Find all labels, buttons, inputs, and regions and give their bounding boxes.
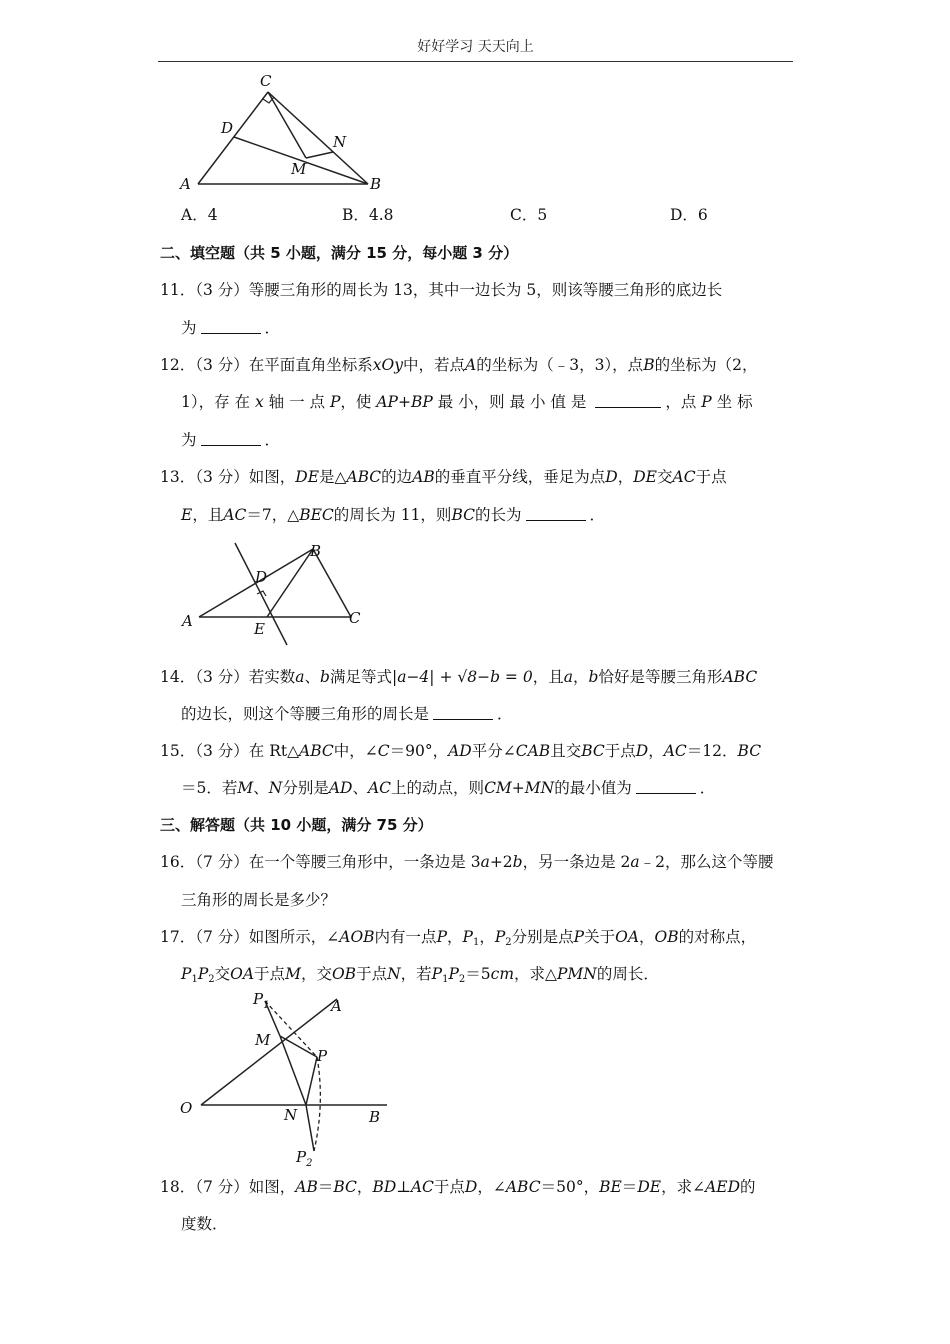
answer-blank [636,779,696,794]
q16-line1: 16．（7 分）在一个等腰三角形中，一条边是 3a+2b，另一条边是 2a﹣2，那么这个等腰 [160,853,774,871]
figure-q13-triangle [175,535,375,650]
q17-line2: $P_1P_2$交OA于点M，交OB于点N，若$P_1P_2=5cm$，求△PMN的周长． [181,965,659,985]
q11-line1: 11．（3 分）等腰三角形的周长为 13，其中一边长为 5，则该等腰三角形的底边长 [160,281,723,299]
fig17-label-b: B [369,1108,381,1126]
fig13-label-e: E [254,620,265,638]
answer-blank [433,705,493,720]
fig17-label-p: P [317,1047,328,1065]
fig17-label-p1: $P_1$ [253,990,270,1011]
q12-line2: 1），存 在 x 轴 一 点 P，使 AP+BP 最 小，则 最 小 值 是 ，点 P 坐 标 [181,393,753,411]
section-answer-title: 三、解答题（共 10 小题，满分 75 分） [160,816,433,834]
option-c: C．5 [510,206,548,224]
option-b: B．4.8 [342,206,394,224]
q13-line1: 13．（3 分）如图，DE是△ABC的边AB的垂直平分线，垂足为点D，DE交AC于点 [160,468,727,486]
fig10-label-b: B [370,175,382,193]
math-formula: |a−4| + √8−b = 0 [391,668,533,686]
q13-line2: E，且AC＝7，△BEC的周长为 11，则BC的长为 ． [181,506,606,524]
figure-q17-angle [175,988,400,1173]
q18-line1: 18．（7 分）如图，AB＝BC，BD⊥AC于点D，∠ABC＝50°，BE＝DE，求∠AED的 [160,1178,756,1196]
page-header: 好好学习 天天向上 [417,39,534,55]
fig13-label-a: A [182,612,193,630]
fig13-label-c: C [349,609,361,627]
q17-line1: 17．（7 分）如图所示，∠AOB内有一点P，$P_1$，$P_2$分别是点P关于OA，OB的对称点， [160,928,757,948]
q14-line2: 的边长，则这个等腰三角形的周长是 ． [181,705,513,723]
q15-line2: ＝5．若M、N分别是AD、AC上的动点，则CM+MN的最小值为 ． [181,779,716,797]
header-divider [158,61,793,62]
q11-line2: 为 ． [181,319,281,337]
answer-blank [201,431,261,446]
q14-line1: 14．（3 分）若实数a、b满足等式|a−4| + √8−b = 0，且a，b恰好是等腰三角形ABC [160,668,758,686]
fig17-label-m: M [255,1031,271,1049]
fig10-label-a: A [180,175,191,193]
answer-blank [526,506,586,521]
section-fill-in-title: 二、填空题（共 5 小题，满分 15 分，每小题 3 分） [160,244,519,262]
answer-blank [201,319,261,334]
figure-q10-triangle [170,70,400,200]
option-d: D．6 [670,206,708,224]
answer-blank [595,393,661,408]
q15-line1: 15．（3 分）在 Rt△ABC中，∠C＝90°，AD平分∠CAB且交BC于点D，AC＝12．BC [160,742,762,760]
fig17-label-a: A [331,997,342,1015]
q18-line2: 度数． [181,1215,228,1233]
fig10-label-d: D [221,119,234,137]
option-a: A．4 [181,206,218,224]
q12-line1: 12．（3 分）在平面直角坐标系xOy中，若点A的坐标为（﹣3，3），点B的坐标为（2， [160,356,758,374]
fig17-label-p2: $P_2$ [296,1148,313,1169]
fig10-label-n: N [333,133,347,151]
q12-line3: 为 ． [181,431,281,449]
fig13-label-d: D [255,568,268,586]
fig13-label-b: B [310,542,322,560]
fig10-label-m: M [291,160,307,178]
fig17-label-o: O [180,1099,193,1117]
fig10-label-c: C [260,72,272,90]
fig17-label-n: N [284,1106,298,1124]
q16-line2: 三角形的周长是多少？ [181,891,337,909]
